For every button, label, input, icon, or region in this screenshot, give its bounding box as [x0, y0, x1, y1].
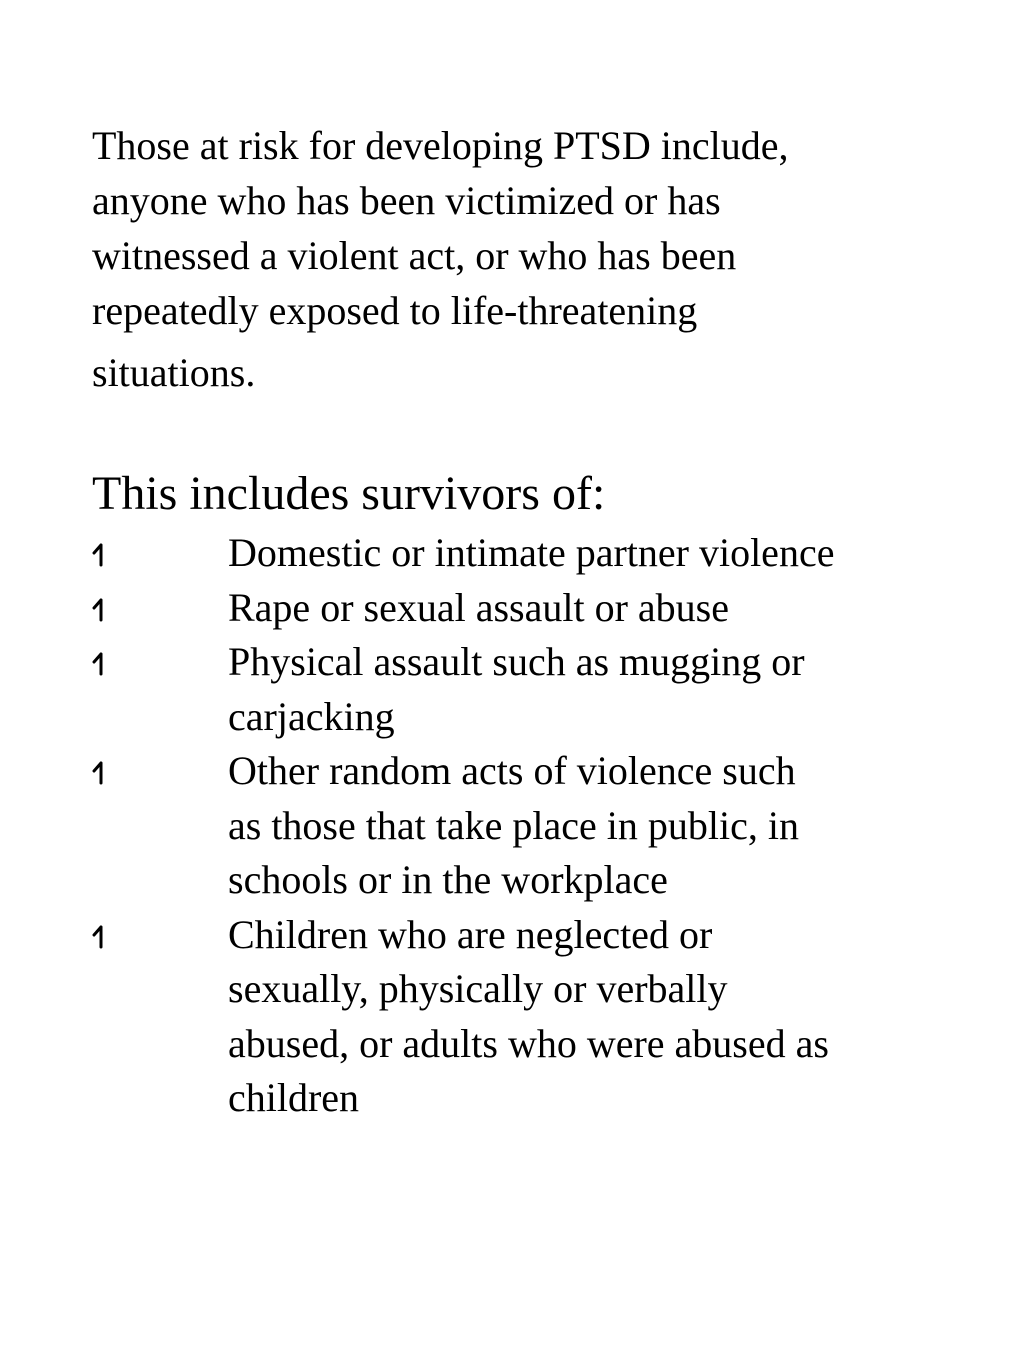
list-item-text: Other random acts of violence such — [228, 748, 796, 793]
list-item-text: Physical assault such as mugging or — [228, 639, 805, 684]
intro-line: anyone who has been victimized or has — [92, 178, 721, 223]
check-mark-icon — [92, 923, 114, 951]
intro-line: witnessed a violent act, or who has been — [92, 233, 737, 278]
list-item — [92, 908, 992, 1126]
list-item-text: sexually, physically or verbally — [228, 966, 728, 1011]
list-item-text: Children who are neglected or — [228, 911, 713, 957]
list-item — [92, 744, 992, 908]
list-item-text: as those that take place in public, in — [228, 802, 799, 848]
intro-paragraph — [92, 118, 932, 400]
list-item-text: Domestic or intimate partner violence — [228, 530, 835, 575]
list-item-text: schools or in the workplace — [228, 857, 668, 902]
list-item — [92, 526, 992, 581]
list-item-text: carjacking — [228, 693, 395, 739]
intro-line: Those at risk for developing PTSD include, — [92, 123, 789, 168]
survivor-list — [92, 526, 992, 1126]
list-heading: This includes survivors of: — [92, 467, 606, 520]
check-mark-icon — [92, 650, 114, 678]
list-item — [92, 581, 992, 636]
list-item — [92, 635, 992, 744]
list-item-text: Rape or sexual assault or abuse — [228, 584, 729, 630]
intro-line: situations. — [92, 350, 256, 395]
intro-line: repeatedly exposed to life-threatening — [92, 288, 698, 333]
list-item-text: children — [228, 1075, 360, 1120]
check-mark-icon — [92, 759, 114, 787]
check-mark-icon — [92, 596, 114, 624]
check-mark-icon — [92, 541, 114, 569]
list-item-text: abused, or adults who were abused as — [228, 1020, 829, 1066]
